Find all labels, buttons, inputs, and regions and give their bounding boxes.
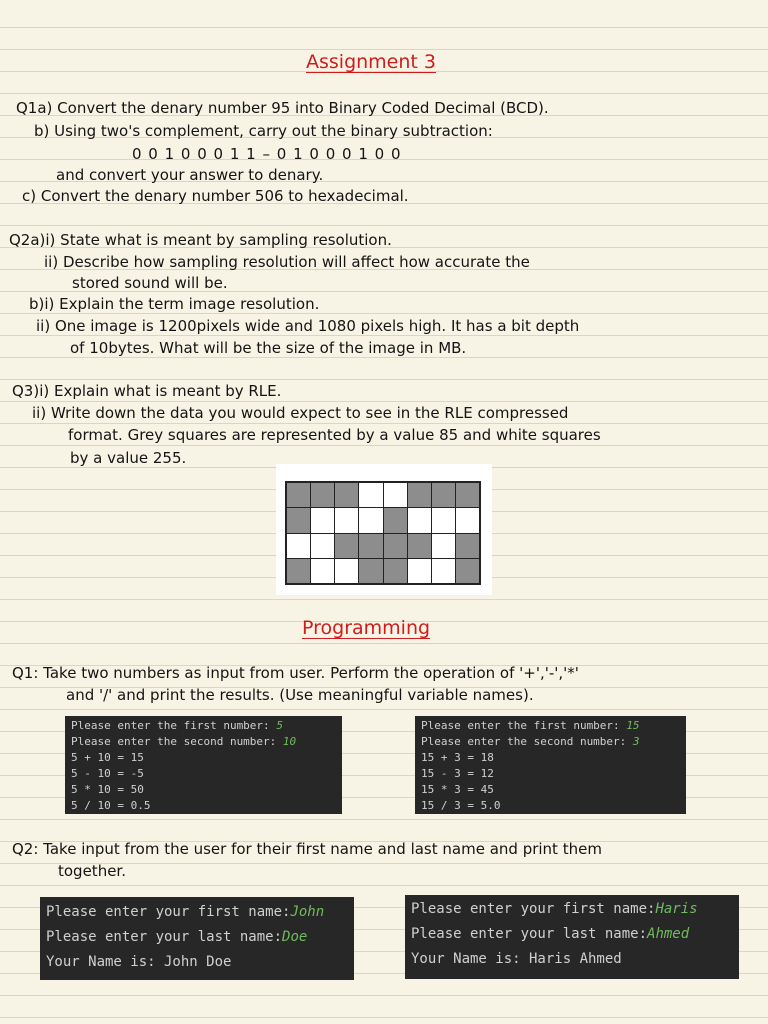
terminal-output-2: Please enter the first number: 15 Please enter the second number: 3 15 + 3 = 18 15 - 3 = 12 15 * 3 = 45 15 / 3 = 5.0 bbox=[415, 716, 686, 814]
grid-square-grey bbox=[287, 559, 310, 583]
grid-square-white bbox=[311, 534, 334, 558]
terminal-output-1: Please enter the first number: 5 Please enter the second number: 10 5 + 10 = 15 5 - 10 = -5 5 * 10 = 50 5 / 10 = 0.5 bbox=[65, 716, 342, 814]
q3ii-text-2: format. Grey squares are represented by a value 85 and white squares bbox=[68, 426, 601, 444]
grid-square-grey bbox=[432, 483, 455, 507]
grid-square-grey bbox=[456, 483, 479, 507]
grid-square-white bbox=[311, 508, 334, 532]
q2bii-text-2: of 10bytes. What will be the size of the image in MB. bbox=[70, 339, 467, 357]
q1a-text: Q1a) Convert the denary number 95 into Binary Coded Decimal (BCD). bbox=[16, 99, 549, 117]
grid-square-grey bbox=[335, 534, 358, 558]
q2ai-text: Q2a)i) State what is meant by sampling resolution. bbox=[9, 231, 392, 249]
grid-square-white bbox=[287, 534, 310, 558]
grid-square-white bbox=[311, 559, 334, 583]
q3ii-text-1: ii) Write down the data you would expect to see in the RLE compressed bbox=[32, 404, 569, 422]
prog-q1-text-2: and '/' and print the results. (Use meaningful variable names). bbox=[66, 686, 534, 704]
q3ii-text-3: by a value 255. bbox=[70, 449, 187, 467]
grid-square-white bbox=[359, 483, 382, 507]
programming-heading: Programming bbox=[302, 617, 431, 639]
rle-image bbox=[276, 464, 492, 595]
q3i-text: Q3)i) Explain what is meant by RLE. bbox=[12, 382, 282, 400]
q2aii-text-2: stored sound will be. bbox=[72, 274, 228, 292]
grid-square-white bbox=[335, 559, 358, 583]
grid-square-grey bbox=[384, 559, 407, 583]
grid-square-white bbox=[408, 559, 431, 583]
terminal-output-3: Please enter your first name:John Please enter your last name:Doe Your Name is: John Doe bbox=[40, 897, 354, 980]
q1b-continuation: and convert your answer to denary. bbox=[56, 166, 324, 184]
q1b-text: b) Using two's complement, carry out the binary subtraction: bbox=[34, 122, 493, 140]
grid-square-white bbox=[359, 508, 382, 532]
grid-square-grey bbox=[456, 534, 479, 558]
grid-square-white bbox=[408, 508, 431, 532]
grid-square-white bbox=[432, 508, 455, 532]
q2bii-text-1: ii) One image is 1200pixels wide and 1080 pixels high. It has a bit depth bbox=[36, 317, 580, 335]
prog-q2-text-1: Q2: Take input from the user for their first name and last name and print them bbox=[12, 840, 602, 858]
grid-square-grey bbox=[384, 508, 407, 532]
grid-square-white bbox=[335, 508, 358, 532]
q2aii-text-1: ii) Describe how sampling resolution will affect how accurate the bbox=[44, 253, 530, 271]
terminal-output-4: Please enter your first name:Haris Please enter your last name:Ahmed Your Name is: Haris Ahmed bbox=[405, 895, 739, 979]
grid-square-white bbox=[384, 483, 407, 507]
grid-square-grey bbox=[287, 483, 310, 507]
grid-square-white bbox=[432, 559, 455, 583]
rle-grid bbox=[285, 481, 481, 585]
grid-square-grey bbox=[335, 483, 358, 507]
grid-square-grey bbox=[408, 483, 431, 507]
grid-square-grey bbox=[287, 508, 310, 532]
grid-square-white bbox=[456, 508, 479, 532]
grid-square-grey bbox=[384, 534, 407, 558]
grid-square-grey bbox=[408, 534, 431, 558]
page-title: Assignment 3 bbox=[306, 51, 436, 73]
grid-square-grey bbox=[456, 559, 479, 583]
prog-q1-text-1: Q1: Take two numbers as input from user. Perform the operation of '+','-','*' bbox=[12, 664, 579, 682]
q2bi-text: b)i) Explain the term image resolution. bbox=[29, 295, 320, 313]
q1b-expression: 0 0 1 0 0 0 1 1 – 0 1 0 0 0 1 0 0 bbox=[132, 145, 402, 163]
grid-square-white bbox=[432, 534, 455, 558]
q1c-text: c) Convert the denary number 506 to hexadecimal. bbox=[22, 187, 409, 205]
grid-square-grey bbox=[359, 534, 382, 558]
prog-q2-text-2: together. bbox=[58, 862, 126, 880]
grid-square-grey bbox=[311, 483, 334, 507]
grid-square-grey bbox=[359, 559, 382, 583]
